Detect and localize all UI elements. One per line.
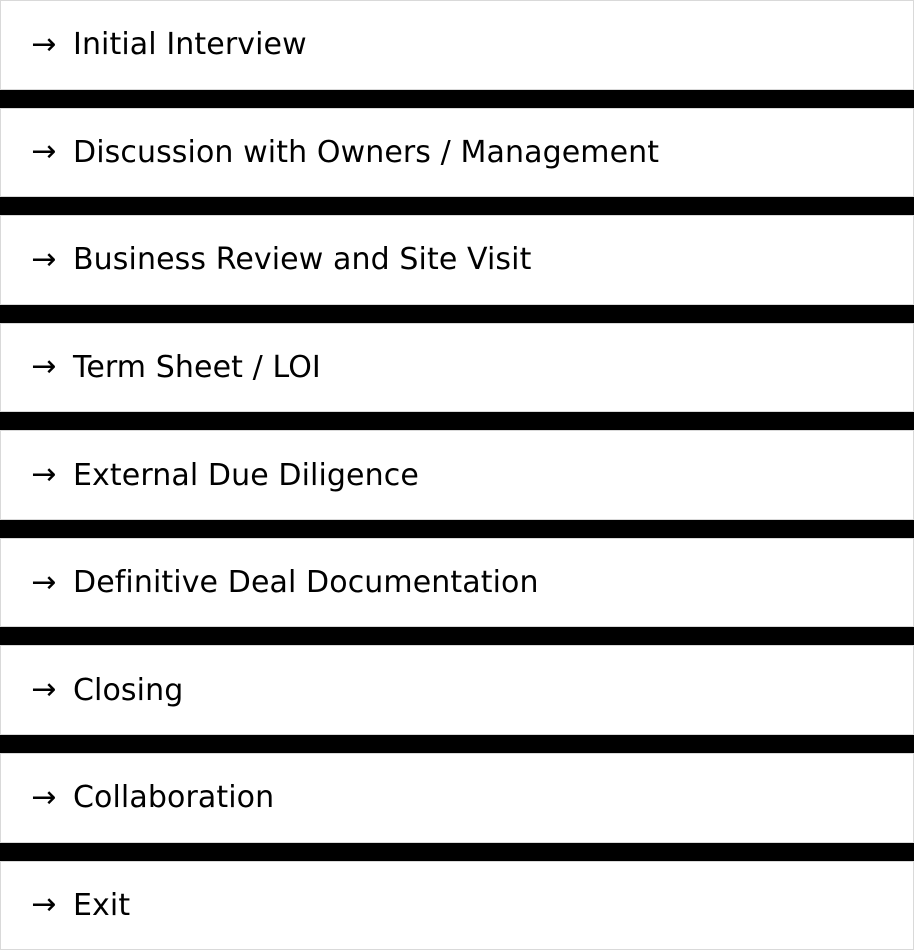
step-separator (0, 412, 914, 430)
arrow-right-icon: → (31, 241, 57, 277)
process-step-label: Exit (73, 887, 131, 923)
process-step-label: Definitive Deal Documentation (73, 565, 539, 601)
process-step-label: Business Review and Site Visit (73, 242, 532, 278)
process-step-label: Discussion with Owners / Management (73, 134, 660, 170)
process-step-label: Closing (73, 672, 184, 708)
process-step-row[interactable] (0, 0, 914, 90)
process-step-row[interactable] (0, 861, 914, 950)
process-step-row[interactable] (0, 430, 914, 520)
arrow-right-icon: → (31, 457, 57, 493)
step-separator (0, 735, 914, 753)
arrow-right-icon: → (31, 887, 57, 923)
step-separator (0, 627, 914, 645)
arrow-right-icon: → (31, 349, 57, 385)
process-step-row[interactable] (0, 323, 914, 413)
process-step-label: Initial Interview (73, 27, 307, 63)
process-step-row[interactable] (0, 538, 914, 628)
arrow-right-icon: → (31, 26, 57, 62)
arrow-right-icon: → (31, 672, 57, 708)
step-separator (0, 520, 914, 538)
process-step-row[interactable] (0, 108, 914, 198)
process-step-row[interactable] (0, 215, 914, 305)
process-step-label: Term Sheet / LOI (73, 349, 321, 385)
step-separator (0, 843, 914, 861)
arrow-right-icon: → (31, 134, 57, 170)
process-step-row[interactable] (0, 753, 914, 843)
process-step-row[interactable] (0, 645, 914, 735)
process-step-label: External Due Diligence (73, 457, 419, 493)
step-separator (0, 90, 914, 108)
arrow-right-icon: → (31, 564, 57, 600)
process-step-label: Collaboration (73, 780, 275, 816)
arrow-right-icon: → (31, 779, 57, 815)
step-separator (0, 197, 914, 215)
step-separator (0, 305, 914, 323)
